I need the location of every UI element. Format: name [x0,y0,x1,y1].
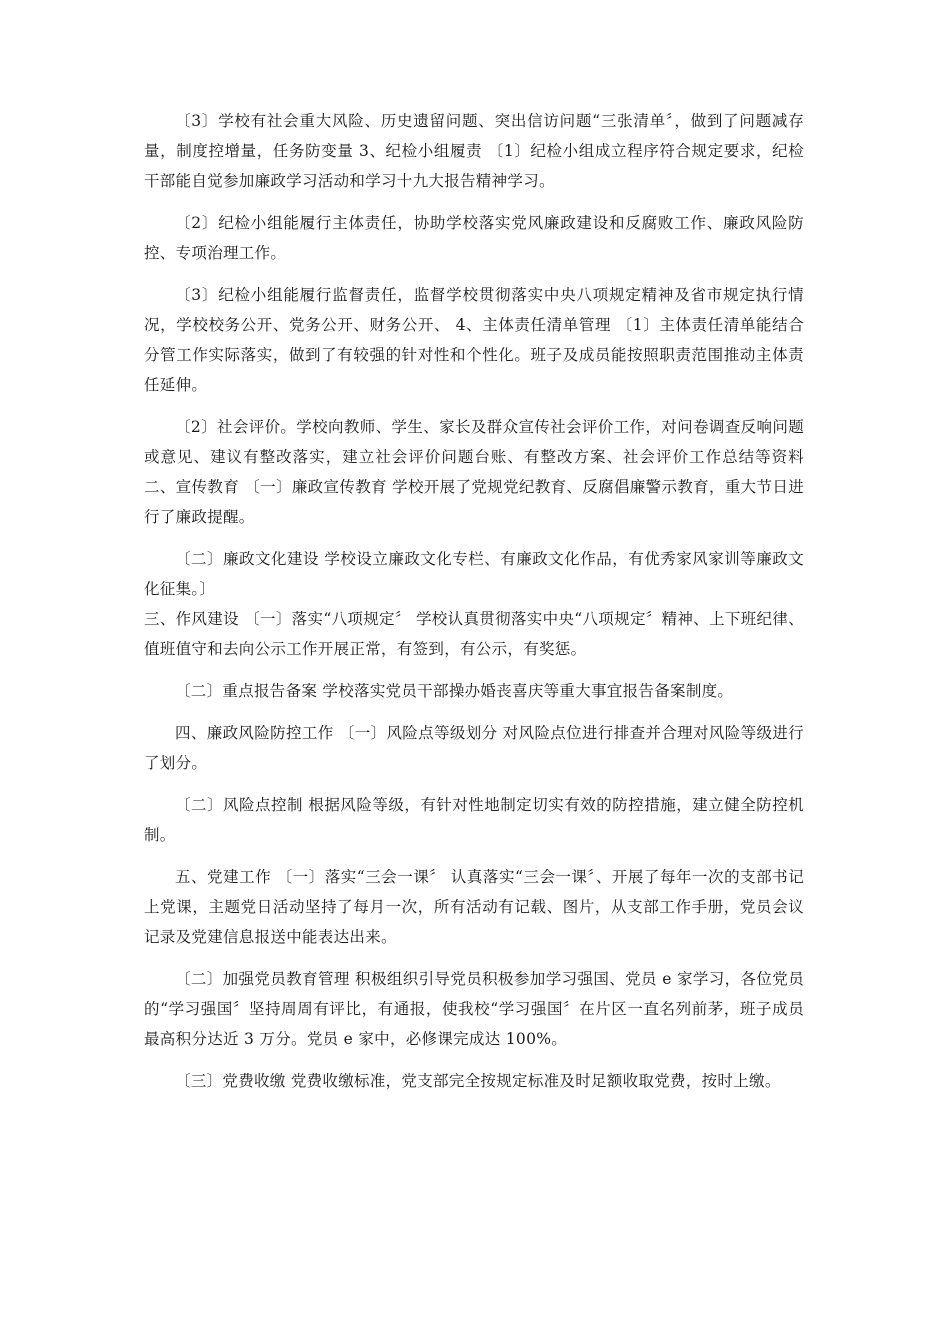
paragraph-report-filing: 〔二〕重点报告备案 学校落实党员干部操办婚丧喜庆等重大事宜报告备案制度。 [175,682,734,700]
paragraph-discipline-supervision: 〔3〕纪检小组能履行监督责任，监督学校贯彻落实中央八项规定精神及省市规定执行情况，学校校务公开、党务公开、财务公开、 4、主体责任清单管理 〔1〕主体责任清单能结合分管工作实际落实，做到了有较强的针对性和个性化。班子及成员能按照职责范围推动主体责任延伸。 [144,286,804,394]
paragraph-social-evaluation: 〔2〕社会评价。学校向教师、学生、家长及群众宣传社会评价工作，对问卷调查反响问题或意见、建议有整改落实，建立社会评价问题台账、有整改方案、社会评价工作总结等资料 二、宣传教育 〔一〕廉政宣传教育 学校开展了党规党纪教育、反腐倡廉警示教育，重大节日进行了廉政提醒。 [144,418,804,526]
paragraph-party-building: 五、党建工作 〔一〕落实“三会一课〞 认真落实“三会一课〞、开展了每年一次的支部书记上党课，主题党日活动坚持了每月一次，所有活动有记载、图片，从支部工作手册，党员会议记录及党建信息报送中能表达出来。 [144,868,804,946]
document-page [144,106,804,1108]
paragraph-risk-level: 四、廉政风险防控工作 〔一〕风险点等级划分 对风险点位进行排查并合理对风险等级进行了划分。 [144,724,804,772]
paragraph-discipline-three-lists: 〔3〕学校有社会重大风险、历史遗留问题、突出信访问题“三张清单〞，做到了问题减存量，制度控增量，任务防变量 3、纪检小组履责 〔1〕纪检小组成立程序符合规定要求，纪检干部能自觉参加廉政学习活动和学习十九大报告精神学习。 [144,112,804,190]
paragraph-member-education: 〔二〕加强党员教育管理 积极组织引导党员积极参加学习强国、党员 e 家学习，各位党员的“学习强国〞坚持周周有评比，有通报，使我校“学习强国〞在片区一直名列前茅，班子成员最高积分达近 3 万分。党员 e 家中，必修课完成达 100%。 [144,970,804,1048]
paragraph-party-dues: 〔三〕党费收缴 党费收缴标准，党支部完全按规定标准及时足额收取党费，按时上缴。 [175,1072,781,1090]
paragraph-integrity-culture: 〔二〕廉政文化建设 学校设立廉政文化专栏、有廉政文化作品，有优秀家风家训等廉政文化征集。〕 [144,550,804,598]
paragraph-work-style: 三、作风建设 〔一〕落实“八项规定〞 学校认真贯彻落实中央“八项规定〞精神、上下班纪律、值班值守和去向公示工作开展正常，有签到，有公示，有奖惩。 [144,610,804,658]
paragraph-risk-control: 〔二〕风险点控制 根据风险等级，有针对性地制定切实有效的防控措施，建立健全防控机制。 [144,796,804,844]
paragraph-discipline-main-responsibility: 〔2〕纪检小组能履行主体责任，协助学校落实党风廉政建设和反腐败工作、廉政风险防控、专项治理工作。 [144,214,804,262]
